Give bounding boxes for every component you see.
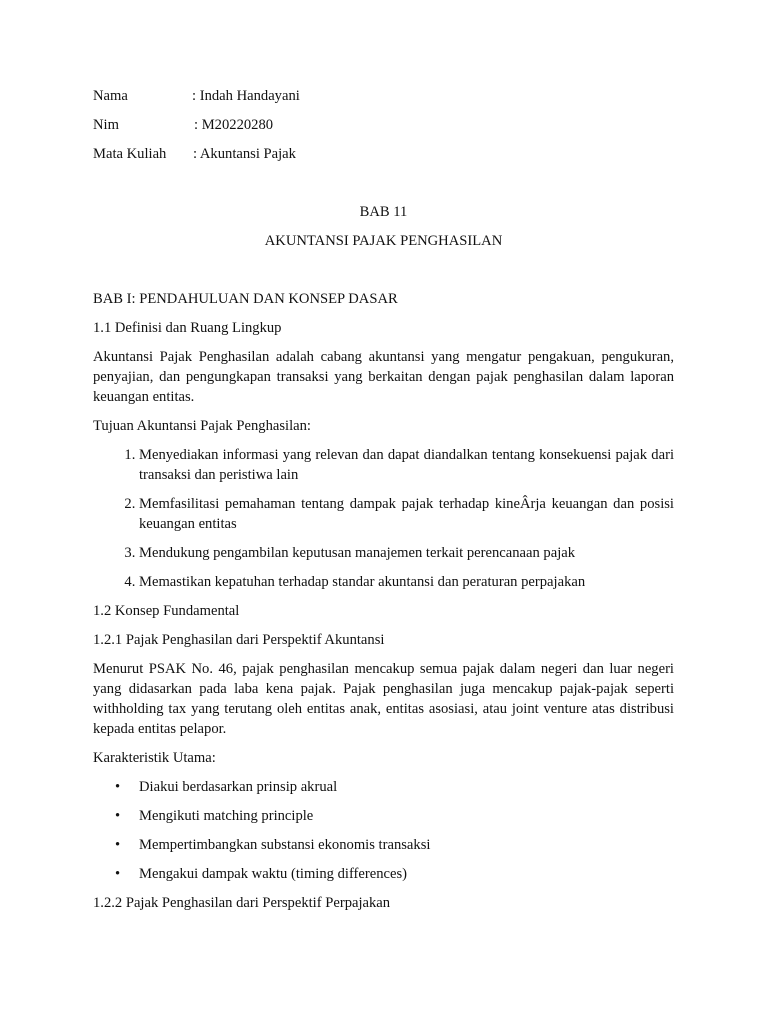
list-item: 3. Mendukung pengambilan keputusan manajemen terkait perencanaan pajak	[139, 543, 674, 563]
list-item	[115, 835, 674, 855]
list-item: 1. Menyediakan informasi yang relevan dan dapat diandalkan tentang konsekuensi pajak dari transaksi dan peristiwa lain	[139, 445, 674, 485]
meta-label-nim: Nim	[93, 117, 119, 133]
chapter-title: AKUNTANSI PAJAK PENGHASILAN	[264, 233, 503, 249]
list-item	[115, 777, 674, 797]
list-item	[115, 806, 674, 826]
meta-value-nama: : Indah Handayani	[192, 88, 300, 104]
meta-value-mata-kuliah: : Akuntansi Pajak	[193, 146, 296, 162]
meta-label-mata-kuliah: Mata Kuliah	[93, 146, 167, 162]
meta-row-nim	[93, 115, 674, 135]
subsection-1-1: 1.1 Definisi dan Ruang Lingkup	[93, 320, 282, 336]
characteristics-label: Karakteristik Utama:	[93, 750, 216, 766]
bullet-icon: •	[115, 837, 121, 853]
list-item	[115, 864, 674, 884]
goals-label: Tujuan Akuntansi Pajak Penghasilan:	[93, 418, 311, 434]
bullet-icon: •	[115, 866, 121, 882]
goals-list	[93, 445, 674, 592]
meta-row-mata-kuliah	[93, 144, 674, 164]
meta-row-nama	[93, 86, 674, 106]
definition-paragraph: Akuntansi Pajak Penghasilan adalah cabang akuntansi yang mengatur pengakuan, pengukuran, penyajian, dan pengungkapan transaksi yang berkaitan dengan pajak penghasilan dalam laporan keuangan entitas.	[93, 349, 674, 405]
psak-paragraph: Menurut PSAK No. 46, pajak penghasilan mencakup semua pajak dalam negeri dan luar negeri yang didasarkan pada laba kena pajak. Pajak penghasilan juga mencakup pajak-pajak seperti withholding tax yang terutang oleh entitas anak, entitas asosiasi, atau joint venture atas distribusi kepada entitas pelapor.	[93, 661, 674, 737]
list-item-text: Diakui berdasarkan prinsip akrual	[139, 779, 338, 795]
list-item-text: Mengakui dampak waktu (timing differences)	[139, 866, 408, 882]
subsection-1-2-1: 1.2.1 Pajak Penghasilan dari Perspektif Akuntansi	[93, 632, 385, 648]
document-page	[93, 86, 674, 922]
bullet-icon: •	[115, 779, 121, 795]
list-item-text: Mempertimbangkan substansi ekonomis transaksi	[139, 837, 431, 853]
list-item-text: Mengikuti matching principle	[139, 808, 314, 824]
list-item: 4. Memastikan kepatuhan terhadap standar akuntansi dan peraturan perpajakan	[139, 572, 674, 592]
meta-value-nim: : M20220280	[194, 117, 274, 133]
section-heading: BAB I: PENDAHULUAN DAN KONSEP DASAR	[93, 291, 398, 307]
subsection-1-2-2: 1.2.2 Pajak Penghasilan dari Perspektif Perpajakan	[93, 895, 391, 911]
characteristics-list	[93, 777, 674, 884]
chapter-number: BAB 11	[359, 204, 408, 220]
meta-label-nama: Nama	[93, 88, 128, 104]
bullet-icon: •	[115, 808, 121, 824]
subsection-1-2: 1.2 Konsep Fundamental	[93, 603, 240, 619]
list-item: 2. Memfasilitasi pemahaman tentang dampak pajak terhadap kineÂrja keuangan dan posisi keuangan entitas	[139, 494, 674, 534]
